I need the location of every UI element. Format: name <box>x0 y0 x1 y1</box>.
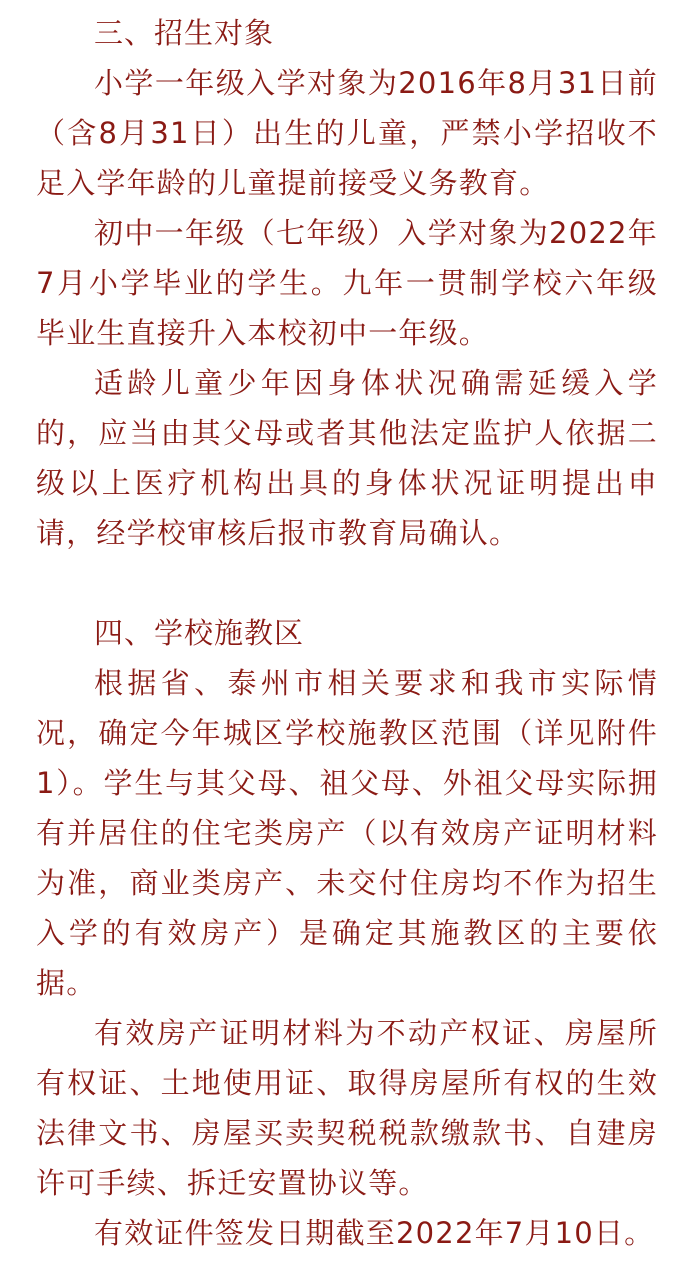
paragraph: 初中一年级（七年级）入学对象为2022年7月小学毕业的学生。九年一贯制学校六年级毕业生直接升入本校初中一年级。 <box>36 216 658 350</box>
paragraph: 有效证件签发日期截至2022年7月10日。 <box>94 1216 655 1250</box>
section-enrollment-targets <box>36 8 658 558</box>
section-spacer <box>36 558 658 608</box>
paragraph: 适龄儿童少年因身体状况确需延缓入学的，应当由其父母或者其他法定监护人依据二级以上医疗机构出具的身体状况证明提出申请，经学校审核后报市教育局确认。 <box>36 366 658 550</box>
paragraph: 小学一年级入学对象为2016年8月31日前（含8月31日）出生的儿童，严禁小学招收不足入学年龄的儿童提前接受义务教育。 <box>36 66 658 200</box>
section-heading: 四、学校施教区 <box>94 616 305 650</box>
section-heading: 三、招生对象 <box>94 16 275 50</box>
section-school-district <box>36 608 658 1258</box>
paragraph: 根据省、泰州市相关要求和我市实际情况，确定今年城区学校施教区范围（详见附件1）。学生与其父母、祖父母、外祖父母实际拥有并居住的住宅类房产（以有效房产证明材料为准，商业类房产、未交付住房均不作为招生入学的有效房产）是确定其施教区的主要依据。 <box>36 666 658 1000</box>
paragraph: 有效房产证明材料为不动产权证、房屋所有权证、土地使用证、取得房屋所有权的生效法律文书、房屋买卖契税税款缴款书、自建房许可手续、拆迁安置协议等。 <box>36 1016 658 1200</box>
